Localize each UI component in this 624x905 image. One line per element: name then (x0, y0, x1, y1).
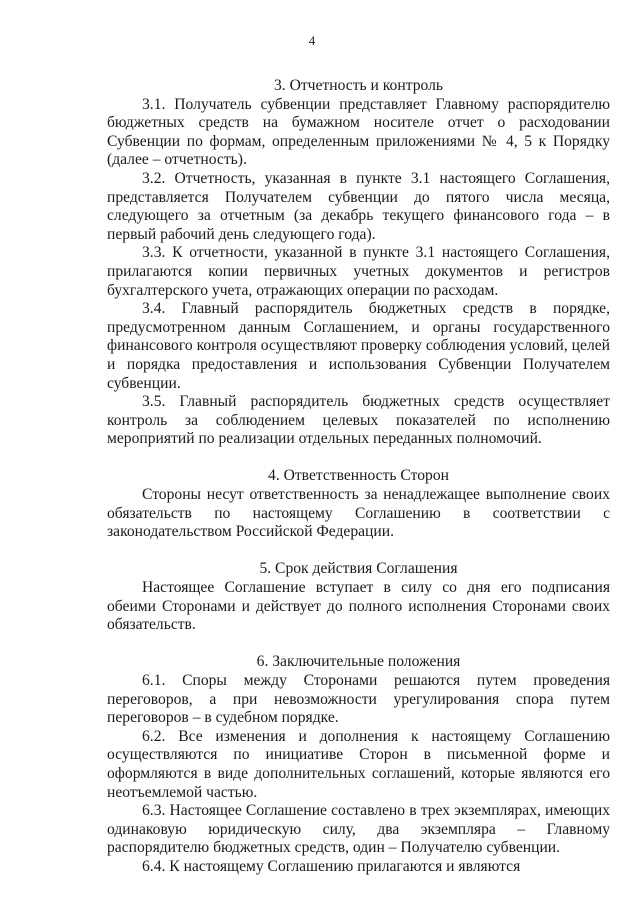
section-reporting (107, 77, 610, 449)
paragraph: Стороны несут ответственность за ненадлежащее выполнение своих обязательств по настоящему Соглашению в соответствии с законодательством Российской Федерации. (107, 486, 610, 541)
section-title: 6. Заключительные положения (256, 653, 461, 671)
section-title: 5. Срок действия Соглашения (259, 560, 458, 578)
section-responsibility (107, 467, 610, 541)
section-spacer (107, 449, 610, 468)
page-number: 4 (308, 33, 316, 48)
paragraph: 3.1. Получатель субвенции представляет Главному распорядителю бюджетных средств на бумажном носителе отчет о расходовании Субвенции по формам, определенным приложениями № 4, 5 к Порядку (далее – отчетность). (107, 95, 610, 169)
paragraph: 6.4. К настоящему Соглашению прилагаются и являются (142, 857, 521, 875)
paragraph: 6.2. Все изменения и дополнения к настоящему Соглашению осуществляются по инициативе Сторон в письменной форме и оформляются в виде дополнительных соглашений, которые являются его неотъемлемой частью. (107, 727, 610, 801)
paragraph: 3.4. Главный распорядитель бюджетных средств в порядке, предусмотренном данным Соглашением, и органы государственного финансового контроля осуществляют проверку соблюдения условий, целей и порядка предоставления и использования Субвенции Получателем субвенции. (107, 300, 610, 392)
section-title: 4. Ответственность Сторон (268, 467, 449, 485)
paragraph: 6.1. Споры между Сторонами решаются путем проведения переговоров, а при невозможности урегулирования спора путем переговоров – в судебном порядке. (107, 672, 610, 727)
paragraph: Настоящее Соглашение вступает в силу со дня его подписания обеими Сторонами и действует до полного исполнения Сторонами своих обязательств. (107, 579, 610, 634)
paragraph: 3.2. Отчетность, указанная в пункте 3.1 настоящего Соглашения, представляется Получателем субвенции до пятого числа месяца, следующего за отчетным (за декабрь текущего финансового года – в первый рабочий день следующего года). (107, 169, 610, 243)
section-spacer (107, 635, 610, 654)
paragraph: 3.5. Главный распорядитель бюджетных средств осуществляет контроль за соблюдением целевых показателей по исполнению мероприятий по реализации отдельных переданных полномочий. (107, 393, 610, 448)
paragraph: 3.3. К отчетности, указанной в пункте 3.1 настоящего Соглашения, прилагаются копии первичных учетных документов и регистров бухгалтерского учета, отражающих операции по расходам. (107, 244, 610, 299)
section-term (107, 560, 610, 634)
section-final-provisions (107, 653, 610, 876)
document-body (107, 77, 610, 877)
section-title: 3. Отчетность и контроль (274, 77, 443, 94)
paragraph: 6.3. Настоящее Соглашение составлено в трех экземплярах, имеющих одинаковую юридическую силу, два экземпляра – Главному распорядителю бюджетных средств, один – Получателю субвенции. (107, 802, 610, 857)
section-spacer (107, 542, 610, 561)
